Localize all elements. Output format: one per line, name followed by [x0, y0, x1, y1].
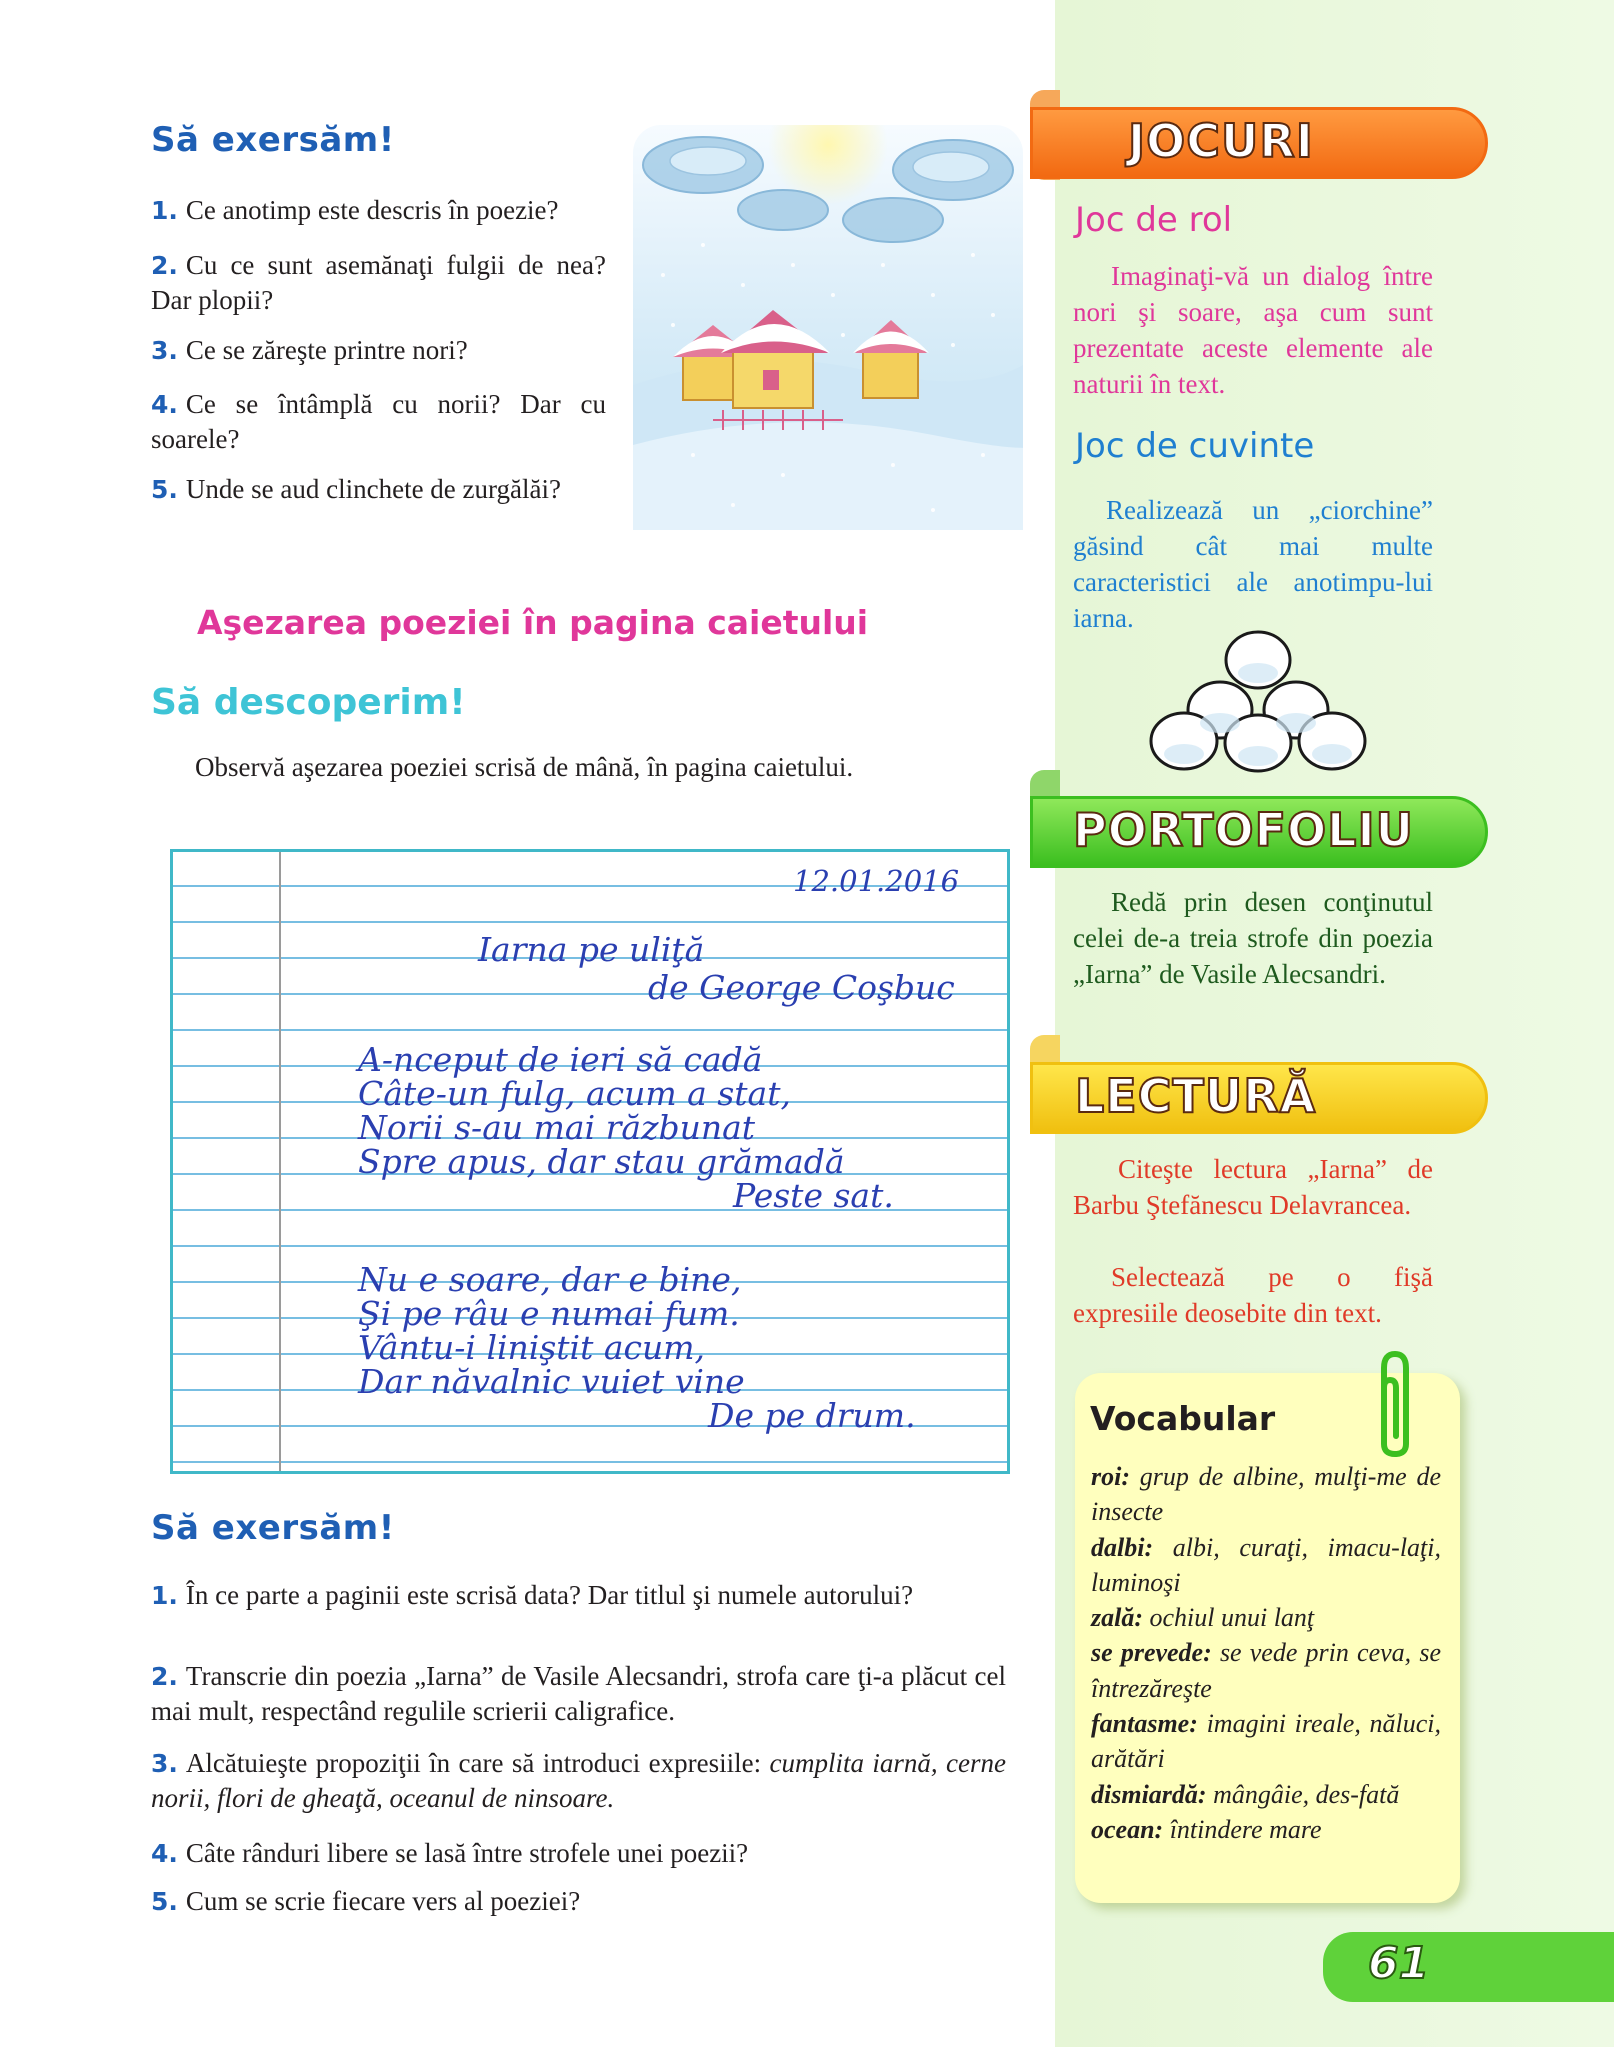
snowballs-icon: [1148, 628, 1368, 773]
portofoliu-text: Redă prin desen conţinutul celei de-a treia strofe din poezia „Iarna” de Vasile Alecsandri.: [1073, 887, 1433, 989]
winter-village-illustration: [633, 125, 1023, 530]
vocabulary-entry: se prevede: se vede prin ceva, se întrezăreşte: [1091, 1638, 1441, 1703]
notebook-verse: Peste sat.: [733, 1176, 894, 1215]
question-number: 1.: [151, 196, 178, 225]
notebook-verse: Vântu-i liniştit acum,: [358, 1328, 706, 1367]
question-4: 4. Ce se întâmplă cu norii? Dar cu soarele?: [151, 389, 606, 454]
discover-text: Observă aşezarea poeziei scrisă de mână, în pagina caietului.: [195, 752, 854, 782]
question-number: 2.: [151, 1662, 178, 1691]
question-number: 3.: [151, 336, 178, 365]
question-3: 3. Alcătuieşte propoziţii în care să introduci expresiile: cumplita iarnă, cerne norii, flori de gheaţă, oceanul de ninsoare.: [151, 1748, 1006, 1813]
section-title: Aşezarea poeziei în pagina caietului: [197, 603, 869, 642]
vocabulary-entry: roi: grup de albine, mulţi-me de insecte: [1091, 1462, 1442, 1527]
question-number: 2.: [151, 251, 178, 280]
notebook-poem-author: de George Coşbuc: [648, 968, 955, 1007]
paperclip-icon: [1372, 1348, 1418, 1460]
page-number: 61: [1368, 1938, 1430, 1989]
question-number: 4.: [151, 1839, 178, 1868]
question-5: 5. Cum se scrie fiecare vers al poeziei?: [151, 1886, 581, 1916]
question-number: 5.: [151, 475, 178, 504]
vocabulary-entry: fantasme: imagini ireale, năluci, arătări: [1091, 1709, 1442, 1774]
lectura-text-2: Selectează pe o fişă expresiile deosebite din text.: [1073, 1262, 1433, 1328]
lectura-banner: LECTURĂ: [1030, 1062, 1488, 1134]
question-2: 2. Cu ce sunt asemănaţi fulgii de nea? Dar plopii?: [151, 250, 606, 315]
notebook-date: 12.01.2016: [793, 864, 960, 898]
question-number: 3.: [151, 1749, 178, 1778]
question-number: 1.: [151, 1581, 178, 1610]
jocuri-banner: JOCURI: [1030, 107, 1488, 179]
vocabulary-entry: dalbi: albi, curaţi, imacu-laţi, luminoşi: [1091, 1532, 1441, 1597]
question-2: 2. Transcrie din poezia „Iarna” de Vasile Alecsandri, strofa care ţi-a plăcut cel mai mult, respectând regulile scrierii caligrafice.: [151, 1661, 1006, 1726]
question-1: 1. Ce anotimp este descris în poezie?: [151, 195, 559, 225]
portofoliu-banner: PORTOFOLIU: [1030, 796, 1488, 868]
notebook-verse: Dar năvalnic vuiet vine: [358, 1362, 745, 1401]
vocabulary-list: [1091, 1459, 1441, 1847]
question-number: 5.: [151, 1887, 178, 1916]
vocabulary-entry: dismiardă: mângâie, des-fată: [1091, 1779, 1400, 1809]
joc-de-cuvinte-title: Joc de cuvinte: [1075, 426, 1315, 466]
question-5: 5. Unde se aud clinchete de zurgălăi?: [151, 474, 561, 504]
notebook-verse: Şi pe râu e numai fum.: [358, 1294, 740, 1333]
exercise-title: Să exersăm!: [151, 1508, 395, 1548]
question-4: 4. Câte rânduri libere se lasă între strofele unei poezii?: [151, 1838, 749, 1868]
vocabulary-title: Vocabular: [1090, 1399, 1276, 1438]
vocabulary-entry: ocean: întindere mare: [1091, 1814, 1322, 1844]
joc-de-rol-text: Imaginaţi-vă un dialog între nori şi soare, aşa cum sunt prezentate aceste elemente ale naturii în text.: [1073, 261, 1433, 399]
discover-title: Să descoperim!: [151, 682, 466, 723]
lectura-text-1: Citeşte lectura „Iarna” de Barbu Ştefănescu Delavrancea.: [1073, 1154, 1433, 1220]
joc-de-rol-title: Joc de rol: [1075, 200, 1233, 240]
question-3: 3. Ce se zăreşte printre nori?: [151, 335, 468, 365]
notebook-verse: Câte-un fulg, acum a stat,: [358, 1074, 791, 1113]
exercise-title: Să exersăm!: [151, 120, 395, 160]
question-1: 1. În ce parte a paginii este scrisă data? Dar titlul şi numele autorului?: [151, 1580, 914, 1610]
page-number-tab: [1323, 1932, 1614, 2002]
vocabulary-entry: zală: ochiul unui lanţ: [1091, 1603, 1315, 1633]
question-number: 4.: [151, 390, 178, 419]
joc-de-cuvinte-text: Realizează un „ciorchine” găsind cât mai multe caracteristici ale anotimpu-lui iarna.: [1073, 495, 1433, 633]
notebook-verse: A-nceput de ieri să cadă: [358, 1040, 763, 1079]
notebook-verse: De pe drum.: [708, 1396, 916, 1435]
notebook-poem-title: Iarna pe uliţă: [478, 930, 705, 969]
notebook-verse: Norii s-au mai răzbunat: [358, 1108, 756, 1147]
notebook-verse: Spre apus, dar stau grămadă: [358, 1142, 845, 1181]
notebook-verse: Nu e soare, dar e bine,: [358, 1260, 742, 1299]
notebook-page: [170, 849, 1010, 1474]
